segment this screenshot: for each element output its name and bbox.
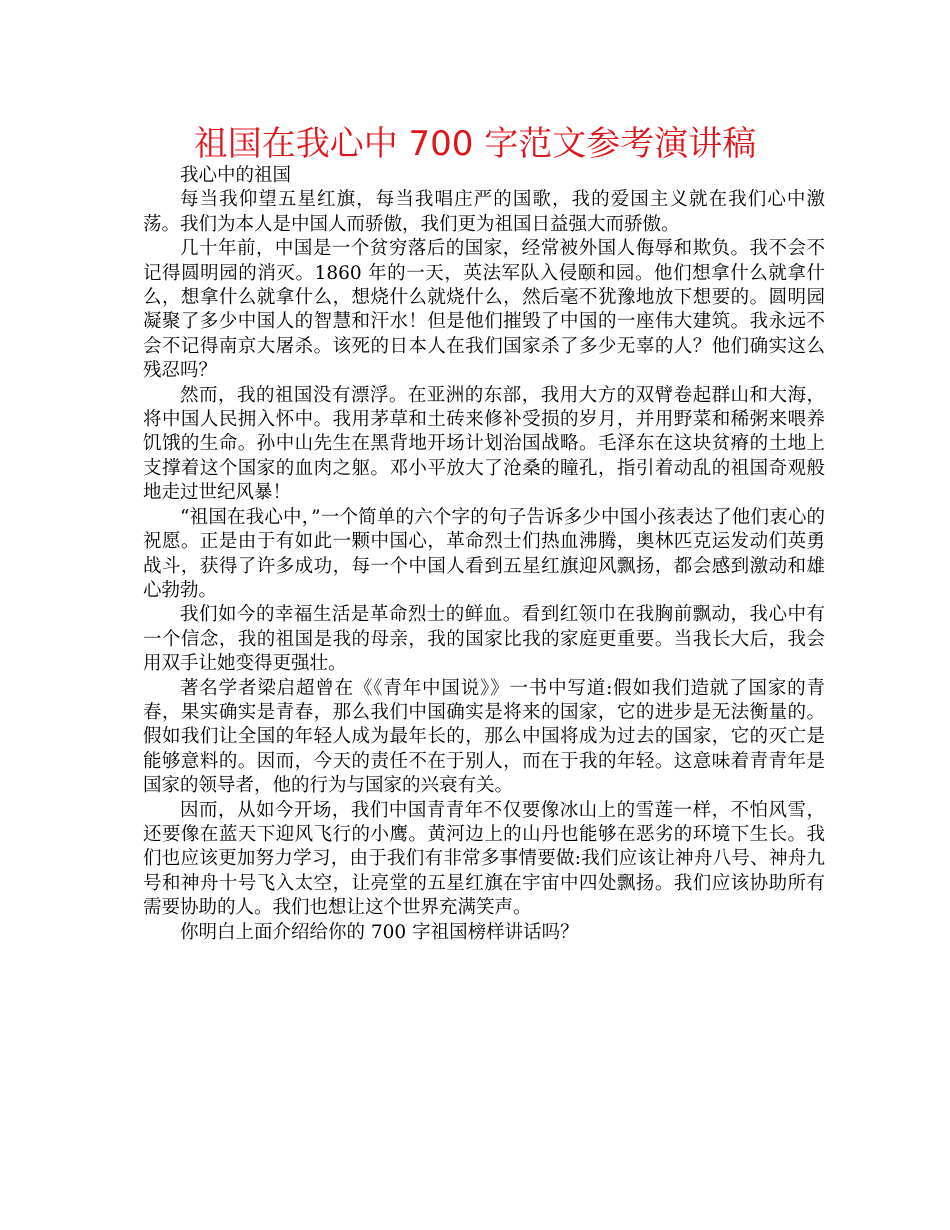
page-title: 祖国在我心中 700 字范文参考演讲稿 — [193, 124, 757, 164]
paragraph: 然而，我的祖国没有漂浮。在亚洲的东部，我用大方的双臂卷起群山和大海，将中国人民拥入怀中。我用茅草和土砖来修补受损的岁月，并用野菜和稀粥来喂养饥饿的生命。孙中山先生在黑背地开场计划治国战略。毛泽东在这块贫瘠的土地上支撑着这个国家的血肉之躯。邓小平放大了沧桑的瞳孔，指引着动乱的祖国奇观般地走过世纪风暴！ — [143, 384, 825, 504]
paragraph-subtitle: 我心中的祖国 — [180, 165, 292, 186]
paragraph: 几十年前，中国是一个贫穷落后的国家，经常被外国人侮辱和欺负。我不会不记得圆明园的消灭。1860 年的一天，英法军队入侵颐和园。他们想拿什么就拿什么，想拿什么就拿什么，想烧什么就烧什么，然后毫不犹豫地放下想要的。圆明园凝聚了多少中国人的智慧和汗水！但是他们摧毁了中国的一座伟大建筑。我永远不会不记得南京大屠杀。该死的日本人在我们国家杀了多少无辜的人？他们确实这么残忍吗？ — [143, 238, 825, 382]
paragraph: 因而，从如今开场，我们中国青青年不仅要像冰山上的雪莲一样，不怕风雪，还要像在蓝天下迎风飞行的小鹰。黄河边上的山丹也能够在恶劣的环境下生长。我们也应该更加努力学习，由于我们有非常多事情要做:我们应该让神舟八号、神舟九号和神舟十号飞入太空，让亮堂的五星红旗在宇宙中四处飘扬。我们应该协助所有需要协助的人。我们也想让这个世界充满笑声。 — [143, 799, 825, 919]
paragraph-closing: 你明白上面介绍给你的 700 字祖国榜样讲话吗？ — [180, 921, 579, 943]
paragraph: 每当我仰望五星红旗，每当我唱庄严的国歌，我的爱国主义就在我们心中激荡。我们为本人是中国人而骄傲，我们更为祖国日益强大而骄傲。 — [143, 189, 825, 235]
document-body — [143, 164, 825, 945]
paragraph: 我们如今的幸福生活是革命烈士的鲜血。看到红领巾在我胸前飘动，我心中有一个信念，我的祖国是我的母亲，我的国家比我的家庭更重要。当我长大后，我会用双手让她变得更强壮。 — [143, 604, 825, 675]
paragraph: 著名学者梁启超曾在《《青年中国说》》一书中写道:假如我们造就了国家的青春，果实确实是青春，那么我们中国确实是将来的国家，它的进步是无法衡量的。假如我们让全国的年轻人成为最年长的，那么中国将成为过去的国家，它的灭亡是能够意料的。因而，今天的责任不在于别人，而在于我的年轻。这意味着青青年是国家的领导者，他的行为与国家的兴衰有关。 — [143, 677, 825, 797]
paragraph: “祖国在我心中，”一个简单的六个字的句子告诉多少中国小孩表达了他们衷心的祝愿。正是由于有如此一颗中国心，革命烈士们热血沸腾，奥林匹克运发动们英勇战斗，获得了许多成功，每一个中国人看到五星红旗迎风飘扬，都会感到激动和雄心勃勃。 — [143, 506, 825, 601]
